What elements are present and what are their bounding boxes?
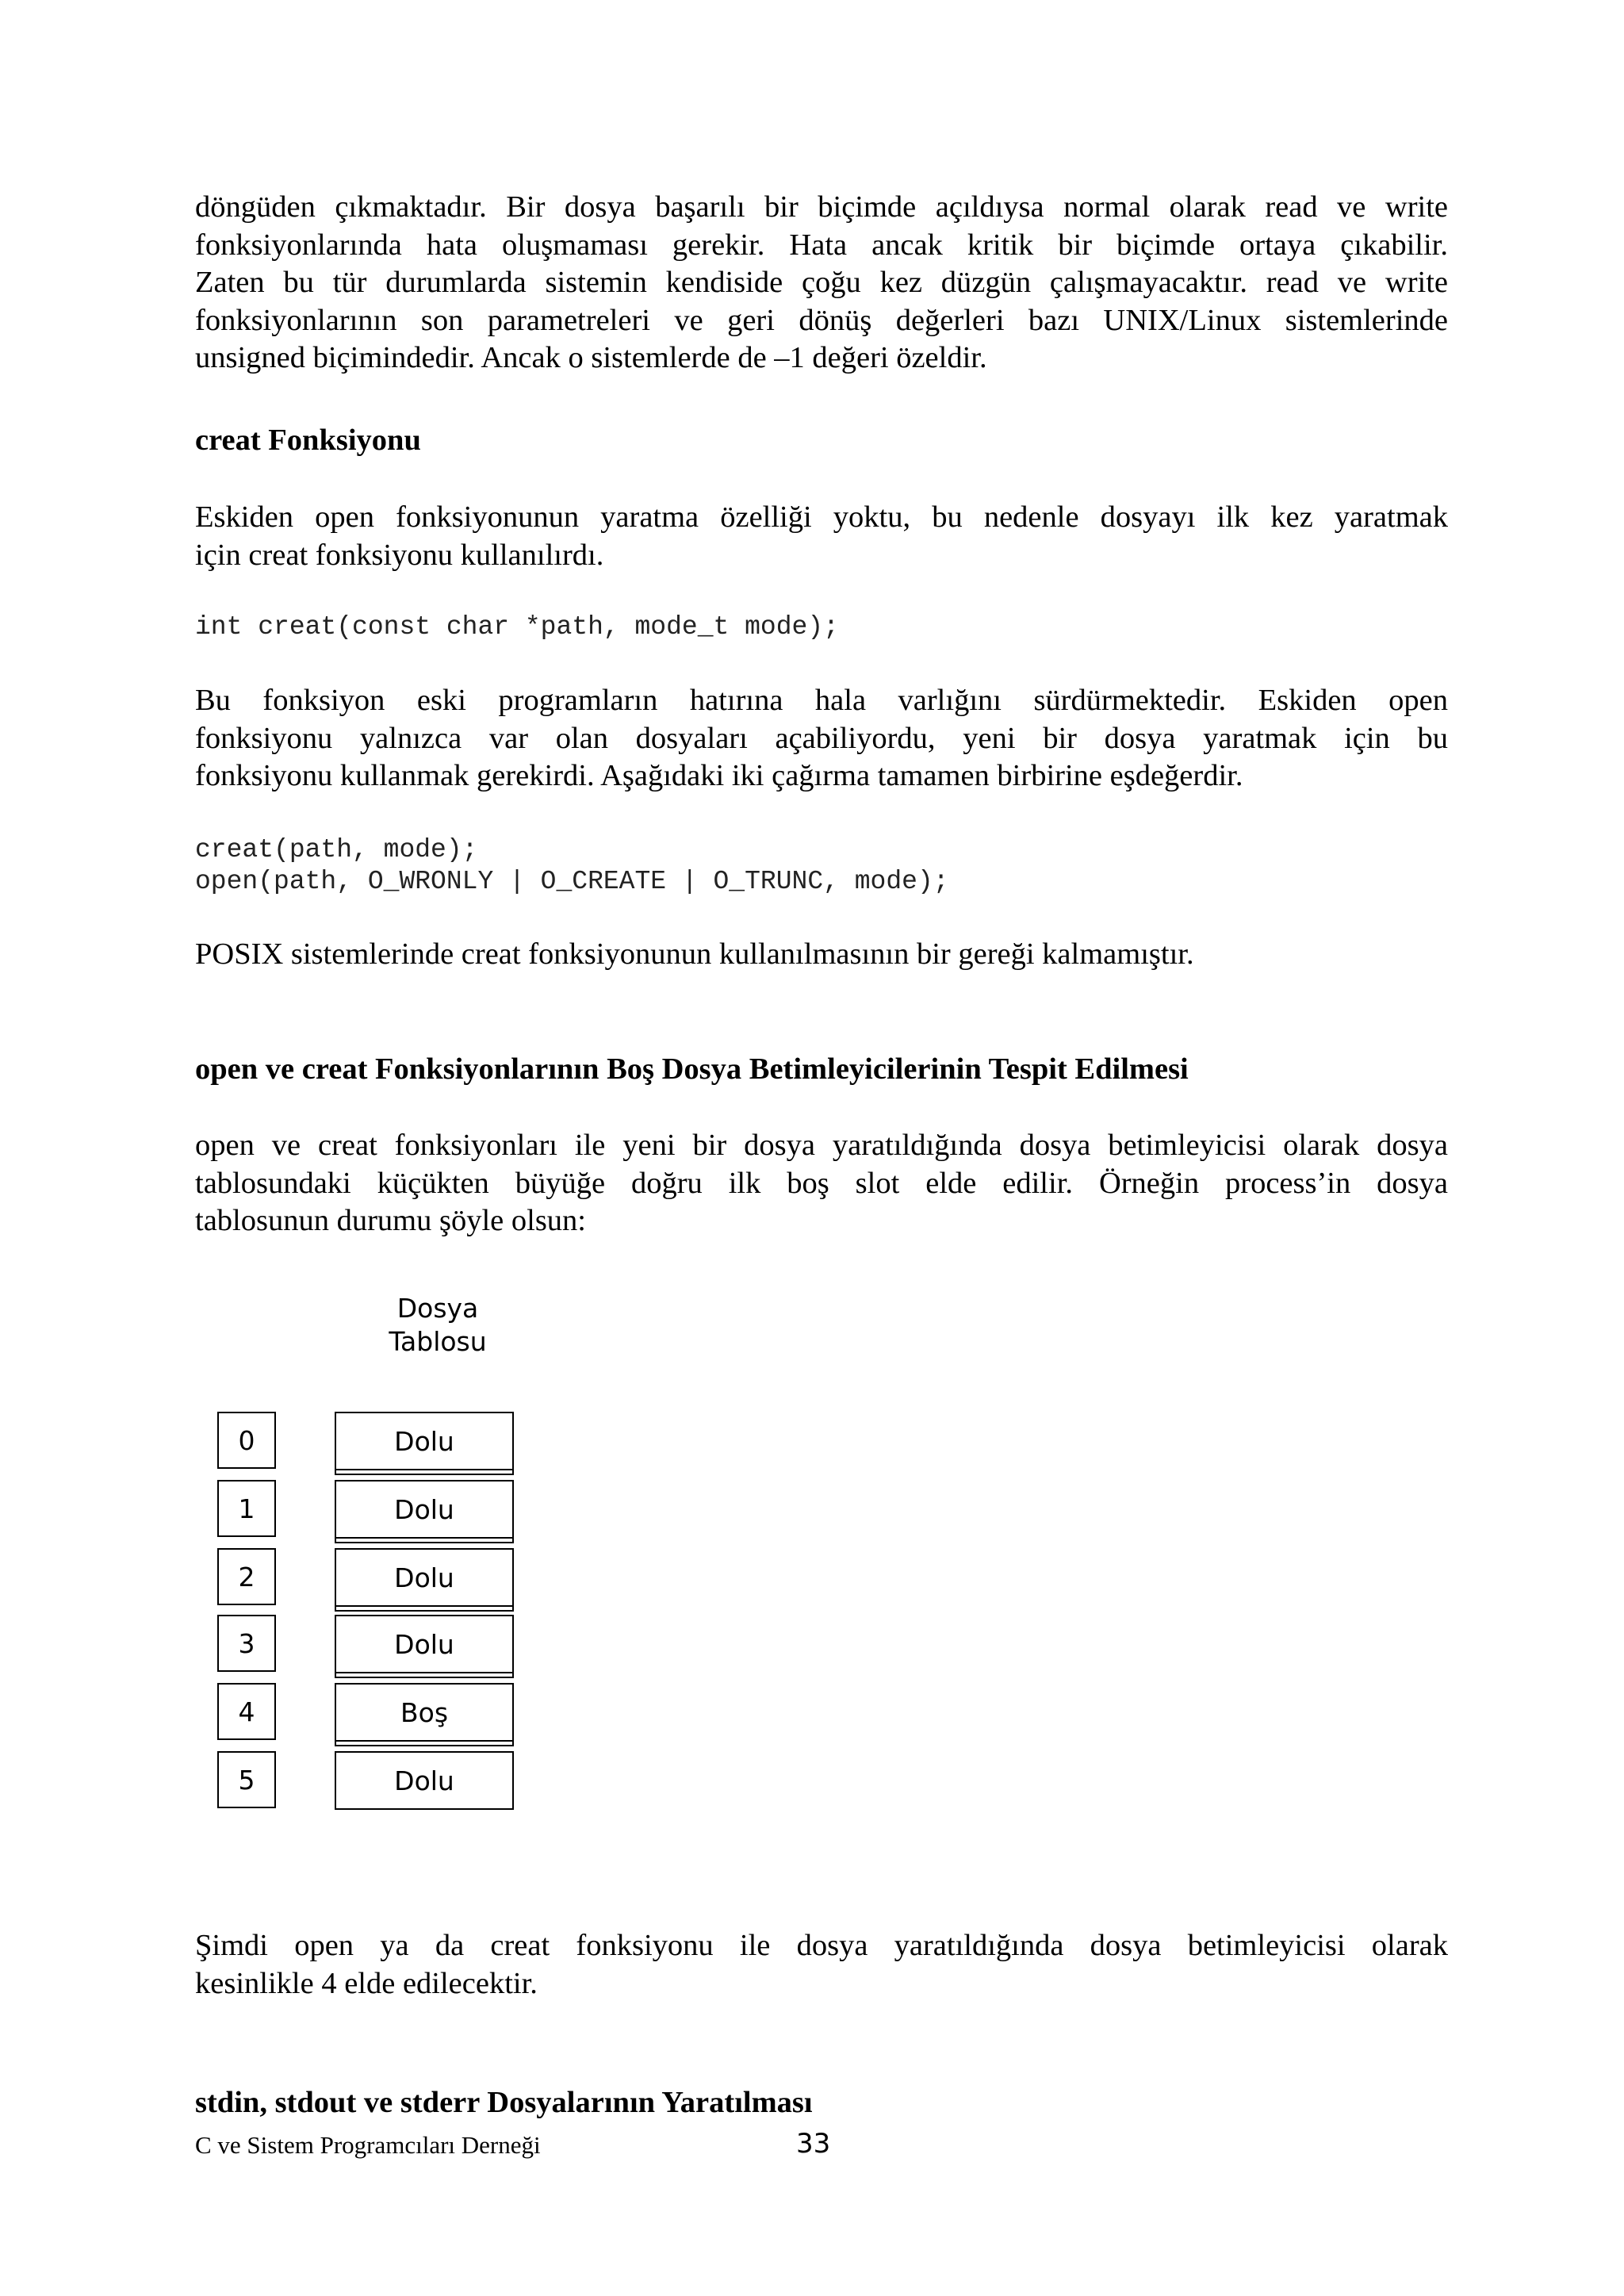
text-line: için creat fonksiyonu kullanılırdı. [195,538,604,572]
slot-separator [335,1470,514,1475]
code-equivalent-call-1: creat(path, mode); [195,835,478,864]
file-table-slot: Boş [335,1683,514,1742]
diagram-caption-line: Dosya [396,1293,479,1324]
text-line: fonksiyonlarının son parametreleri ve geri dönüş değerleri bazı UNIX/Linux sistemlerinde [195,303,1448,337]
code-equivalent-call-2: open(path, O_WRONLY | O_CREATE | O_TRUNC, mode); [195,867,949,896]
file-table-slot: Dolu [335,1548,514,1607]
paragraph-posix [195,936,1448,974]
text-line: döngüden çıkmaktadır. Bir dosya başarılı bir biçimde açıldıysa normal olarak read ve write [195,190,1448,224]
page-number: 33 [796,2128,831,2160]
file-table-slot: Dolu [335,1615,514,1673]
descriptor-index-box: 2 [217,1548,276,1605]
file-table-slot: Dolu [335,1480,514,1539]
descriptor-index-box: 4 [217,1683,276,1740]
text-line: fonksiyonu yalnızca var olan dosyaları açabiliyordu, yeni bir dosya yaratmak için bu [195,721,1448,755]
descriptor-index-box: 3 [217,1615,276,1672]
heading-stdio: stdin, stdout ve stderr Dosyalarının Yaratılması [195,2086,813,2119]
text-line: kesinlikle 4 elde edilecektir. [195,1966,538,2000]
slot-separator [335,1539,514,1543]
text-line: unsigned biçimindedir. Ancak o sistemlerde de –1 değeri özeldir. [195,341,987,374]
heading-open-creat: open ve creat Fonksiyonlarının Boş Dosya Betimleyicilerinin Tespit Edilmesi [195,1052,1189,1086]
slot-separator [335,1607,514,1612]
slot-separator [335,1742,514,1746]
descriptor-index-box: 1 [217,1480,276,1537]
code-creat-prototype: int creat(const char *path, mode_t mode); [195,612,839,642]
file-table-slot: Dolu [335,1412,514,1470]
text-line: tablosunun durumu şöyle olsun: [195,1204,586,1237]
text-line: Eskiden open fonksiyonunun yaratma özelliği yoktu, bu nedenle dosyayı ilk kez yaratmak [195,500,1448,534]
diagram-caption [350,1292,525,1359]
text-line: Şimdi open ya da creat fonksiyonu ile dosya yaratıldığında dosya betimleyicisi olarak [195,1929,1448,1962]
heading-creat: creat Fonksiyonu [195,424,421,457]
text-line: tablosundaki küçükten büyüğe doğru ilk boş slot elde edilir. Örneğin process’in dosya [195,1166,1448,1200]
text-line: fonksiyonlarında hata oluşmaması gerekir. Hata ancak kritik bir biçimde ortaya çıkabilir. [195,228,1448,262]
text-line: fonksiyonu kullanmak gerekirdi. Aşağıdaki iki çağırma tamamen birbirine eşdeğerdir. [195,759,1243,792]
descriptor-index-box: 0 [217,1412,276,1469]
paragraph-intro [195,189,1448,378]
text-line: open ve creat fonksiyonları ile yeni bir dosya yaratıldığında dosya betimleyicisi olarak dosya [195,1129,1448,1162]
paragraph-creat-legacy [195,682,1448,795]
file-table-slot: Dolu [335,1751,514,1810]
paragraph-simdi [195,1927,1448,2003]
paragraph-open-creat [195,1127,1448,1240]
text-line: Zaten bu tür durumlarda sistemin kendiside çoğu kez düzgün çalışmayacaktır. read ve write [195,266,1448,299]
text-line: Bu fonksiyon eski programların hatırına hala varlığını sürdürmektedir. Eskiden open [195,684,1448,717]
footer-organization: C ve Sistem Programcıları Derneği [195,2131,541,2159]
diagram-caption-line: Tablosu [389,1326,487,1357]
slot-separator [335,1673,514,1678]
paragraph-creat-intro [195,499,1448,574]
descriptor-index-box: 5 [217,1751,276,1808]
text-line: POSIX sistemlerinde creat fonksiyonunun kullanılmasının bir gereği kalmamıştır. [195,937,1194,971]
